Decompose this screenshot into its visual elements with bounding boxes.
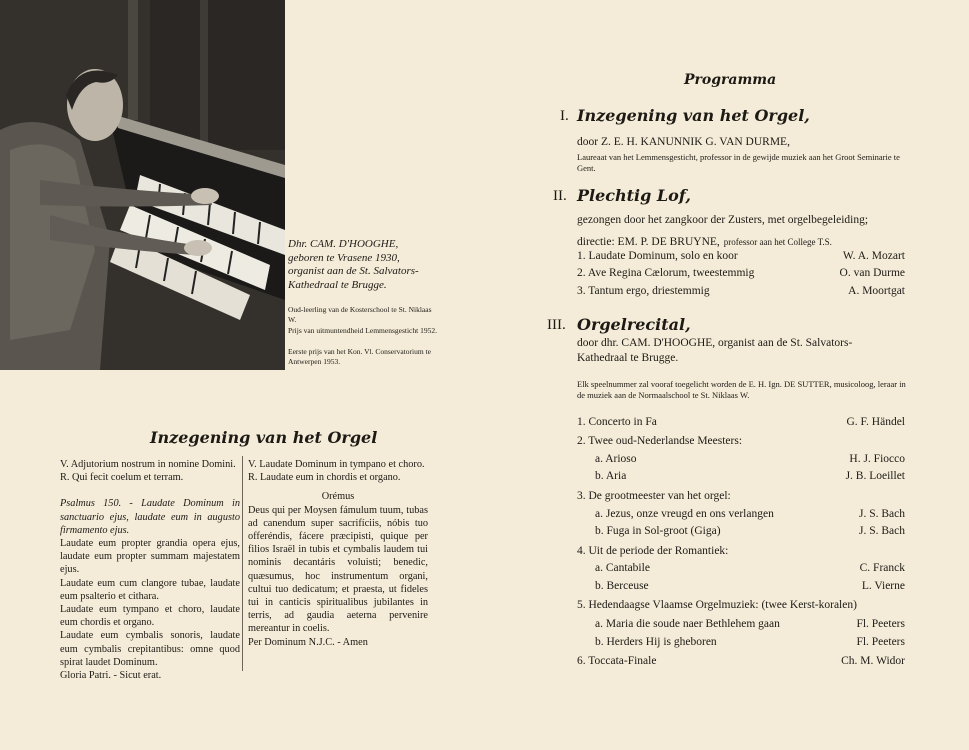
caption-role: organist aan de St. Salvators- (288, 265, 419, 277)
section-3-number: III. (547, 317, 566, 333)
direction-title: professor aan het College T.S. (723, 237, 832, 247)
recital-item: b. Berceuse L. Vierne (595, 580, 905, 592)
photo-caption (288, 238, 438, 292)
section-2-direction (577, 232, 832, 250)
column-divider (242, 456, 243, 671)
section-1-note: Laureaat van het Lemmensgesticht, professor in de gewijde muziek aan het Groot Seminarie te Gent. (577, 152, 900, 173)
recital-item: b. Fuga in Sol-groot (Giga) J. S. Bach (595, 525, 905, 537)
recital-item: a. Jezus, onze vreugd en ons verlangen J. S. Bach (595, 508, 905, 520)
caption-name: Dhr. CAM. D'HOOGHE, (288, 238, 399, 250)
section-3-note: Elk speelnummer zal vooraf toegelicht worden de E. H. Ign. DE SUTTER, musicoloog, leraar in de muziek aan de Normaalschool te St. Niklaas W. (577, 379, 906, 400)
recital-item: a. Maria die soude naer Bethlehem gaan Fl. Peeters (595, 618, 905, 630)
versicle: V. Adjutorium nostrum in nomine Domini. (60, 459, 236, 470)
caption-born: geboren te Vrasene 1930, (288, 251, 400, 264)
recital-item: b. Aria J. B. Loeillet (595, 470, 905, 482)
section-3-line-2: Kathedraal te Brugge. (577, 352, 679, 364)
organist-photo (0, 0, 285, 370)
latin-column-1 (60, 458, 240, 682)
psalm-verse (60, 497, 240, 537)
section-2-number: II. (553, 188, 567, 204)
recital-item: 4. Uit de periode der Romantiek: (577, 545, 729, 557)
recital-item: 2. Twee oud-Nederlandse Meesters: (577, 435, 743, 447)
psalm-verse: Laudate eum cymbalis sonoris, laudate eum cymbalis crepitantibus: omne quod spirat laudet Dominum. (60, 630, 240, 668)
recital-item: 3. De grootmeester van het orgel: (577, 490, 731, 502)
psalm-text: Psalmus 150. - Laudate Dominum in sanctuario ejus, laudate eum in augusto firmamento ejus. (60, 498, 240, 536)
recital-item: 5. Hedendaagse Vlaamse Orgelmuziek: (twee Kerst-koralen) (577, 599, 857, 611)
section-3-line-1: door dhr. CAM. D'HOOGHE, organist aan de St. Salvators- (577, 337, 853, 349)
section-2-line: gezongen door het zangkoor der Zusters, met orgelbegeleiding; (577, 214, 869, 226)
section-1-line: door Z. E. H. KANUNNIK G. VAN DURME, (577, 136, 790, 148)
psalm-verse: Laudate eum propter grandia opera ejus, laudate eum propter summam majestatem ejus. (60, 538, 240, 576)
oremus: Orémus (321, 491, 355, 503)
direction-name: directie: EM. P. DE BRUYNE, (577, 236, 720, 248)
psalm-verse: Laudate eum cum clangore tubae, laudate eum psalterio et cithara. (60, 577, 240, 602)
section-1-heading: Inzegening van het Orgel, (577, 106, 810, 125)
caption-note-3: Eerste prijs van het Kon. Vl. Conservatorium te Antwerpen 1953. (288, 347, 431, 366)
response: R. Laudate eum in chordis et organo. (248, 472, 401, 484)
caption-note-1: Oud-leerling van de Kosterschool te St. Niklaas W. (288, 305, 432, 324)
recital-item: 6. Toccata-Finale Ch. M. Widor (577, 655, 905, 667)
lof-item: 1. Laudate Dominum, solo en koor W. A. Mozart (577, 250, 905, 262)
section-1-number: I. (560, 108, 569, 124)
latin-column-2 (248, 458, 428, 649)
recital-item: a. Arioso H. J. Fiocco (595, 453, 905, 465)
lof-item: 3. Tantum ergo, driestemmig A. Moortgat (577, 285, 905, 297)
section-2-heading: Plechtig Lof, (577, 186, 691, 205)
recital-item: b. Herders Hij is gheboren Fl. Peeters (595, 636, 905, 648)
section-3-heading: Orgelrecital, (577, 315, 691, 334)
recital-item: a. Cantabile C. Franck (595, 562, 905, 574)
organist-photo-illustration (0, 0, 285, 370)
program-title: Programma (684, 72, 777, 88)
gloria: Gloria Patri. - Sicut erat. (60, 670, 162, 682)
caption-place: Kathedraal te Brugge. (288, 278, 387, 291)
prayer: Deus qui per Moysen fámulum tuum, tubas ad canendum super sacrifíciis, nóbis tuo offeréndis, fácere præcipisti, quique per filios Israël in tubis et cymbalis laudem tui nominis decantáris voluisti; benedic, quæsumus, hoc instrumentum organi, cultui tuo dedicatum; et praesta, ut fideles tui in canticis spiritualibus jubilantes in terris, ad gaudia aeterna pervenire mereantur in coelis. (248, 504, 428, 635)
psalm-verse: Laudate eum tympano et choro, laudate eum chordis et organo. (60, 604, 240, 629)
closing: Per Dominum N.J.C. - Amen (248, 636, 368, 648)
caption-note-2: Prijs van uitmuntendheid Lemmensgesticht 1952. (288, 326, 437, 335)
lof-item: 2. Ave Regina Cælorum, tweestemmig O. van Durme (577, 267, 905, 279)
recital-item: 1. Concerto in Fa G. F. Händel (577, 416, 905, 428)
left-title: Inzegening van het Orgel (150, 428, 378, 447)
response: R. Qui fecit coelum et terram. (60, 472, 184, 484)
versicle: V. Laudate Dominum in tympano et choro. (248, 459, 425, 470)
spacer (60, 484, 240, 497)
